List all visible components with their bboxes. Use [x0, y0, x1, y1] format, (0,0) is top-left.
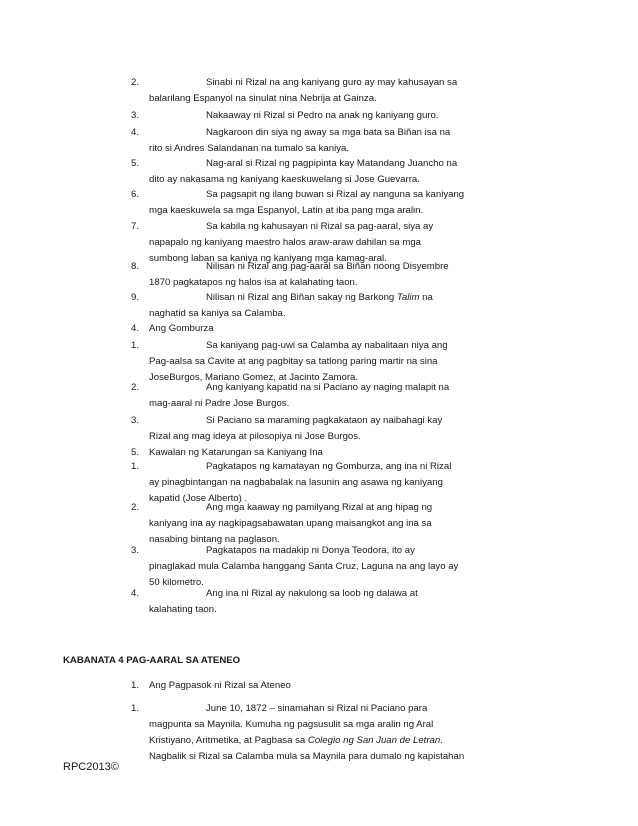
item-number: 4. [131, 588, 140, 599]
item-number: 3. [131, 545, 140, 556]
footer-copyright: RPC2013© [63, 761, 119, 773]
item-text-line: 1870 pagkatapos ng halos isa at kalahating taon. [149, 277, 358, 288]
item-number: 4. [131, 127, 140, 138]
section-heading: Ang Gomburza [149, 323, 214, 334]
item-text-line: Pagkatapos ng kamatayan ng Gomburza, ang ina ni Rizal [206, 461, 452, 472]
item-text-line: rito si Andres Salandanan na tumalo sa kaniya. [149, 143, 349, 154]
item-number: 2. [131, 502, 140, 513]
item-number: 1. [131, 680, 140, 691]
item-text-line: mag-aaral ni Padre Jose Burgos. [149, 398, 290, 409]
item-text-line: Ang kaniyang kapatid na si Paciano ay naging malapit na [206, 382, 450, 393]
item-text-line: Ang mga kaaway ng pamilyang Rizal at ang hipag ng [206, 502, 433, 513]
item-text-line: kaniyang ina ay nagkipagsabawatan upang maisangkot ang ina sa [149, 518, 432, 529]
item-text-line: Nakaaway ni Rizal si Pedro na anak ng kaniyang guro. [206, 110, 439, 121]
item-text-line: Nilisan ni Rizal ang pag-aaral sa Biñan noong Disyembre [206, 261, 449, 272]
item-text-line: Ang ina ni Rizal ay nakulong sa loob ng dalawa at [206, 588, 418, 599]
item-text-line: Sa kabila ng kahusayan ni Rizal sa pag-aaral, siya ay [206, 221, 434, 232]
item-text-line: Sinabi ni Rizal na ang kaniyang guro ay may kahusayan sa [206, 77, 458, 88]
item-text-line: Kristiyano, Aritmetika, at Pagbasa sa Colegio ng San Juan de Letran. [149, 735, 443, 746]
item-number: 8. [131, 261, 140, 272]
ship-name: Talim [396, 292, 420, 303]
item-text-line: mga kaeskuwela sa mga Espanyol, Latin at iba pang mga aralin. [149, 205, 424, 216]
item-text-line: balarilang Espanyol na sinulat nina Nebrija at Gainza. [149, 93, 377, 104]
item-text-line: Nagkaroon din siya ng away sa mga bata sa Biñan isa na [206, 127, 451, 138]
item-number: 5. [131, 158, 140, 169]
item-text-line: Pag-aalsa sa Cavite at ang pagbitay sa tatlong paring martir na sina [149, 356, 438, 367]
item-text-line: kapatid (Jose Alberto) . [149, 493, 248, 504]
item-text-line: Si Paciano sa maraming pagkakataon ay naibahagi kay [206, 415, 443, 426]
item-text-line: naghatid sa kaniya sa Calamba. [149, 308, 286, 319]
item-text-line: Pagkatapos na madakip ni Donya Teodora, ito ay [206, 545, 415, 556]
item-number: 4. [131, 323, 140, 334]
item-text-line: Sa pagsapit ng ilang buwan si Rizal ay nanguna sa kaniyang [206, 189, 465, 200]
item-text-line: Rizal ang mag ideya at pilosopiya ni Jose Burgos. [149, 431, 361, 442]
section-heading: Kawalan ng Katarungan sa Kaniyang Ina [149, 447, 323, 458]
item-text-line: 50 kilometro. [149, 577, 204, 588]
item-text-line: pinaglakad mula Calamba hanggang Santa Cruz, Laguna na ang layo ay [149, 561, 459, 572]
item-text-line: dito ay nakasama ng kaniyang kaeskuwelang si Jose Guevarra. [149, 174, 420, 185]
item-number: 3. [131, 110, 140, 121]
item-number: 1. [131, 340, 140, 351]
item-text-line: ay pinagbintangan na nagbabalak na lasunin ang asawa ng kaniyang [149, 477, 443, 488]
item-text-line: sumbong laban sa kaniya ng kaniyang mga kamag-aral. [149, 253, 387, 264]
item-text-line: JoseBurgos, Mariano Gomez, at Jacinto Zamora. [149, 372, 359, 383]
item-number: 2. [131, 382, 140, 393]
item-number: 2. [131, 77, 140, 88]
item-number: 5. [131, 447, 140, 458]
section-heading: Ang Pagpasok ni Rizal sa Ateneo [149, 680, 291, 691]
item-text-line: magpunta sa Maynila. Kumuha ng pagsusulit sa mga aralin ng Aral [149, 719, 434, 730]
item-number: 1. [131, 461, 140, 472]
item-text-line: Nilisan ni Rizal ang Biñan sakay ng Barkong Talim na [206, 292, 433, 303]
item-number: 7. [131, 221, 140, 232]
item-text-line: Nagbalik si Rizal sa Calamba mula sa Maynila para dumalo ng kapistahan [149, 751, 465, 762]
item-text-line: June 10, 1872 – sinamahan si Rizal ni Paciano para [206, 703, 428, 714]
school-name: Colegio ng San Juan de Letran [307, 735, 441, 746]
item-number: 6. [131, 189, 140, 200]
item-number: 1. [131, 703, 140, 714]
item-text-line: kalahating taon. [149, 604, 217, 615]
item-text-line: Nag-aral si Rizal ng pagpipinta kay Matandang Juancho na [206, 158, 458, 169]
item-text-line: Sa kaniyang pag-uwi sa Calamba ay nabalitaan niya ang [206, 340, 448, 351]
item-number: 9. [131, 292, 140, 303]
item-text-line: napapalo ng kaniyang maestro halos araw-araw dahilan sa mga [149, 237, 421, 248]
item-number: 3. [131, 415, 140, 426]
item-text-line: nasabing bintang na paglason. [149, 534, 280, 545]
chapter-heading: KABANATA 4 PAG-AARAL SA ATENEO [63, 655, 241, 666]
